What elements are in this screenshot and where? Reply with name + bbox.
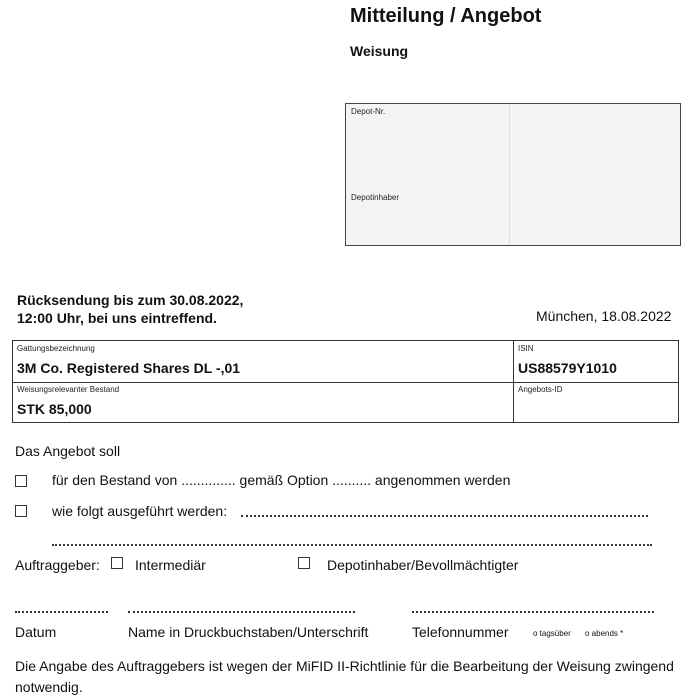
name-signature-line[interactable] <box>128 611 355 613</box>
intermediary-checkbox[interactable] <box>111 557 123 569</box>
mifid-note: Die Angabe des Auftraggebers ist wegen der MiFID II-Richtlinie für die Bearbeitung der Weisung zwingend notwendig. <box>15 658 674 695</box>
evening-option[interactable]: o abends * <box>585 629 624 638</box>
depot-box-divider <box>509 104 510 245</box>
depotinhaber-label: Depotinhaber <box>351 193 400 202</box>
page-title: Mitteilung / Angebot <box>350 5 542 27</box>
isin-label: ISIN <box>518 344 534 353</box>
return-notice-line1: Rücksendung bis zum 30.08.2022, <box>17 292 244 308</box>
date-signature-line[interactable] <box>15 611 108 613</box>
name-label: Name in Druckbuchstaben/Unterschrift <box>128 624 369 640</box>
table-horizontal-divider <box>13 382 678 383</box>
intermediary-label: Intermediär <box>135 557 206 573</box>
offer-intro: Das Angebot soll <box>15 443 121 459</box>
page-subtitle: Weisung <box>350 43 409 59</box>
angebots-id-label: Angebots-ID <box>518 385 563 394</box>
gattung-label: Gattungsbezeichnung <box>17 344 95 353</box>
option1-text: für den Bestand von .............. gemäß Option .......... angenommen werden <box>52 472 511 488</box>
client-label: Auftraggeber: <box>15 557 100 573</box>
option1-checkbox[interactable] <box>15 475 27 487</box>
place-date: München, 18.08.2022 <box>536 308 672 324</box>
option2-dotted-line-2[interactable] <box>52 544 652 546</box>
depot-nr-label: Depot-Nr. <box>351 107 386 116</box>
bestand-value: STK 85,000 <box>17 401 92 417</box>
return-notice <box>17 291 243 327</box>
bestand-label: Weisungsrelevanter Bestand <box>17 385 120 394</box>
gattung-value: 3M Co. Registered Shares DL -,01 <box>17 360 241 376</box>
holder-label: Depotinhaber/Bevollmächtigter <box>327 557 519 573</box>
option2-dotted-line[interactable] <box>241 515 648 517</box>
depot-info-box <box>345 103 681 246</box>
return-notice-line2: 12:00 Uhr, bei uns eintreffend. <box>17 310 217 326</box>
isin-value: US88579Y1010 <box>518 360 617 376</box>
option2-checkbox[interactable] <box>15 505 27 517</box>
phone-label: Telefonnummer <box>412 624 509 640</box>
date-label: Datum <box>15 624 57 640</box>
option2-text: wie folgt ausgeführt werden: <box>52 503 228 519</box>
security-info-table <box>12 340 679 423</box>
phone-signature-line[interactable] <box>412 611 654 613</box>
daytime-option[interactable]: o tagsüber <box>533 629 571 638</box>
holder-checkbox[interactable] <box>298 557 310 569</box>
